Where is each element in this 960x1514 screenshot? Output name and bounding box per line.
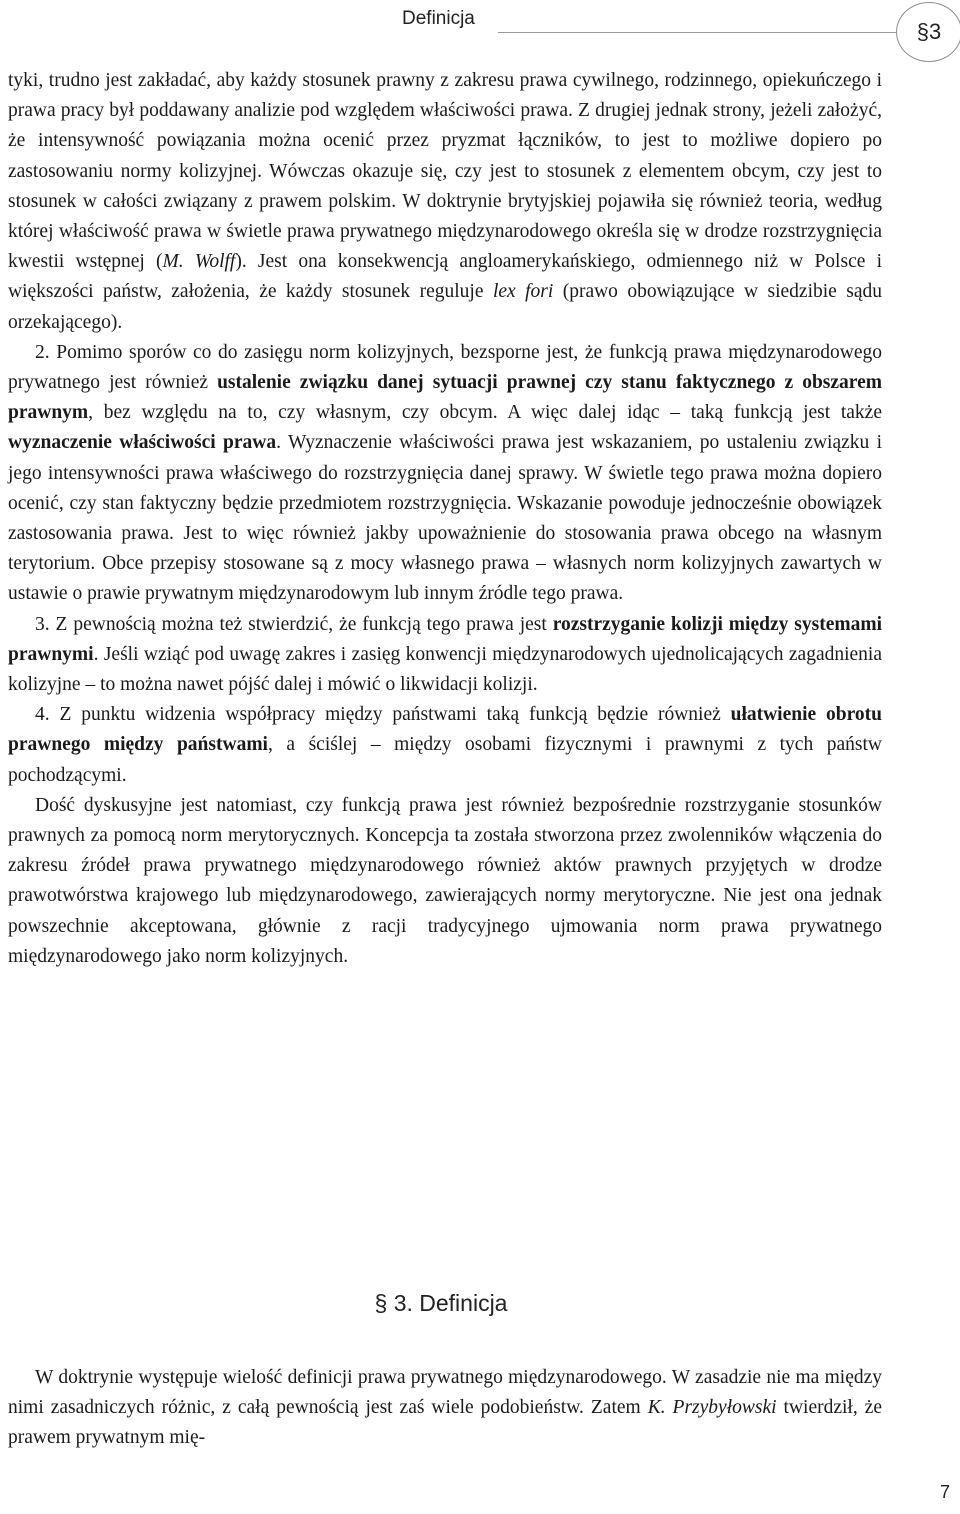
running-title: Definicja	[402, 8, 475, 29]
bold-phrase: wyznaczenie właściwości prawa	[8, 432, 277, 454]
bold-phrase: ustalenie związku danej sytuacji prawnej czy stanu faktycznego z obszarem prawnym	[8, 372, 882, 424]
page-number: 7	[940, 1482, 951, 1502]
paragraph-1: tyki, trudno jest zakładać, aby każdy stosunek prawny z zakresu prawa cywilnego, rodzinnego, opiekuńczego i prawa pracy był poddawany analizie pod względem właściwości prawa. Z drugiej jednak strony, jeżeli założyć, że intensywność powiązania można ocenić przez pryzmat łączników, to jest to możliwe dopiero po zastosowaniu normy kolizyjnej. Wówczas okazuje się, czy jest to stosunek z elementem obcym, czy jest to stosunek w całości związany z prawem polskim. W doktrynie brytyjskiej pojawiła się również teoria, według której właściwość prawa w świetle prawa prywatnego międzynarodowego określa się w drodze rozstrzygnięcia kwestii wstępnej (M. Wolff). Jest ona konsekwencją angloamerykańskiego, odmiennego niż w Polsce i większości państw, założenia, że każdy stosunek reguluje lex fori (prawo obowiązujące w siedzibie sądu orzekającego).	[8, 70, 882, 333]
section-body	[8, 1363, 882, 1454]
section-badge: §3	[896, 2, 960, 62]
header-rule	[498, 32, 896, 33]
italic-phrase: lex fori	[492, 281, 554, 303]
section-heading: § 3. Definicja	[374, 1290, 508, 1316]
italic-phrase: K. Przybyłowski	[647, 1397, 777, 1419]
section-paragraph: W doktrynie występuje wielość definicji prawa prywatnego międzynarodowego. W zasadzie nie ma między nimi zasadniczych różnic, z całą pewnością jest zaś wiele podobieństw. Zatem K. Przybyłowski twierdził, że prawem prywatnym mię-	[8, 1367, 882, 1449]
paragraph-3: 3. Z pewnością można też stwierdzić, że funkcją tego prawa jest rozstrzyganie kolizji między systemami prawnymi. Jeśli wziąć pod uwagę zakres i zasięg konwencji międzynarodowych ujednolicających zagadnienia kolizyjne – to można nawet pójść dalej i mówić o likwidacji kolizji.	[8, 613, 883, 696]
bold-phrase: rozstrzyganie kolizji między systemami prawnymi	[8, 613, 883, 665]
bold-phrase: ułatwienie obrotu prawnego między państwami	[8, 704, 882, 756]
paragraph-5: Dość dyskusyjne jest natomiast, czy funkcją prawa jest również bezpośrednie rozstrzyganie stosunków prawnych za pomocą norm merytorycznych. Koncepcja ta została stworzona przez zwolenników włączenia do zakresu źródeł prawa prywatnego międzynarodowego również aktów prawnych przyjętych w drodze prawotwórstwa krajowego lub międzynarodowego, zawierających normy merytoryczne. Nie jest ona jednak powszechnie akceptowana, głównie z racji tradycyjnego ujmowania norm prawa prywatnego międzynarodowego jako norm kolizyjnych.	[8, 794, 882, 967]
paragraph-4: 4. Z punktu widzenia współpracy między państwami taką funkcją będzie również ułatwienie obrotu prawnego między państwami, a ściślej – między osobami fizycznymi i prawnymi z tych państw pochodzącymi.	[8, 704, 882, 786]
paragraph-2: 2. Pomimo sporów co do zasięgu norm kolizyjnych, bezsporne jest, że funkcją prawa międzynarodowego prywatnego jest również ustalenie związku danej sytuacji prawnej czy stanu faktycznego z obszarem prawnym, bez względu na to, czy własnym, czy obcym. A więc dalej idąc – taką funkcją jest także wyznaczenie właściwości prawa. Wyznaczenie właściwości prawa jest wskazaniem, po ustaleniu związku i jego intensywności prawa właściwego do rozstrzygnięcia danej sprawy. W świetle tego prawa można dopiero ocenić, czy stan faktyczny będzie przedmiotem rozstrzygnięcia. Wskazanie powoduje jednocześnie obowiązek zastosowania prawa. Jest to więc również jakby upoważnienie do stosowania prawa obcego na własnym terytorium. Obce przepisy stosowane są z mocy własnego prawa – własnych norm kolizyjnych zawartych w ustawie o prawie prywatnym międzynarodowym lub innym źródle tego prawa.	[8, 341, 883, 605]
body-text	[8, 66, 882, 972]
italic-phrase: M. Wolff	[162, 251, 236, 273]
